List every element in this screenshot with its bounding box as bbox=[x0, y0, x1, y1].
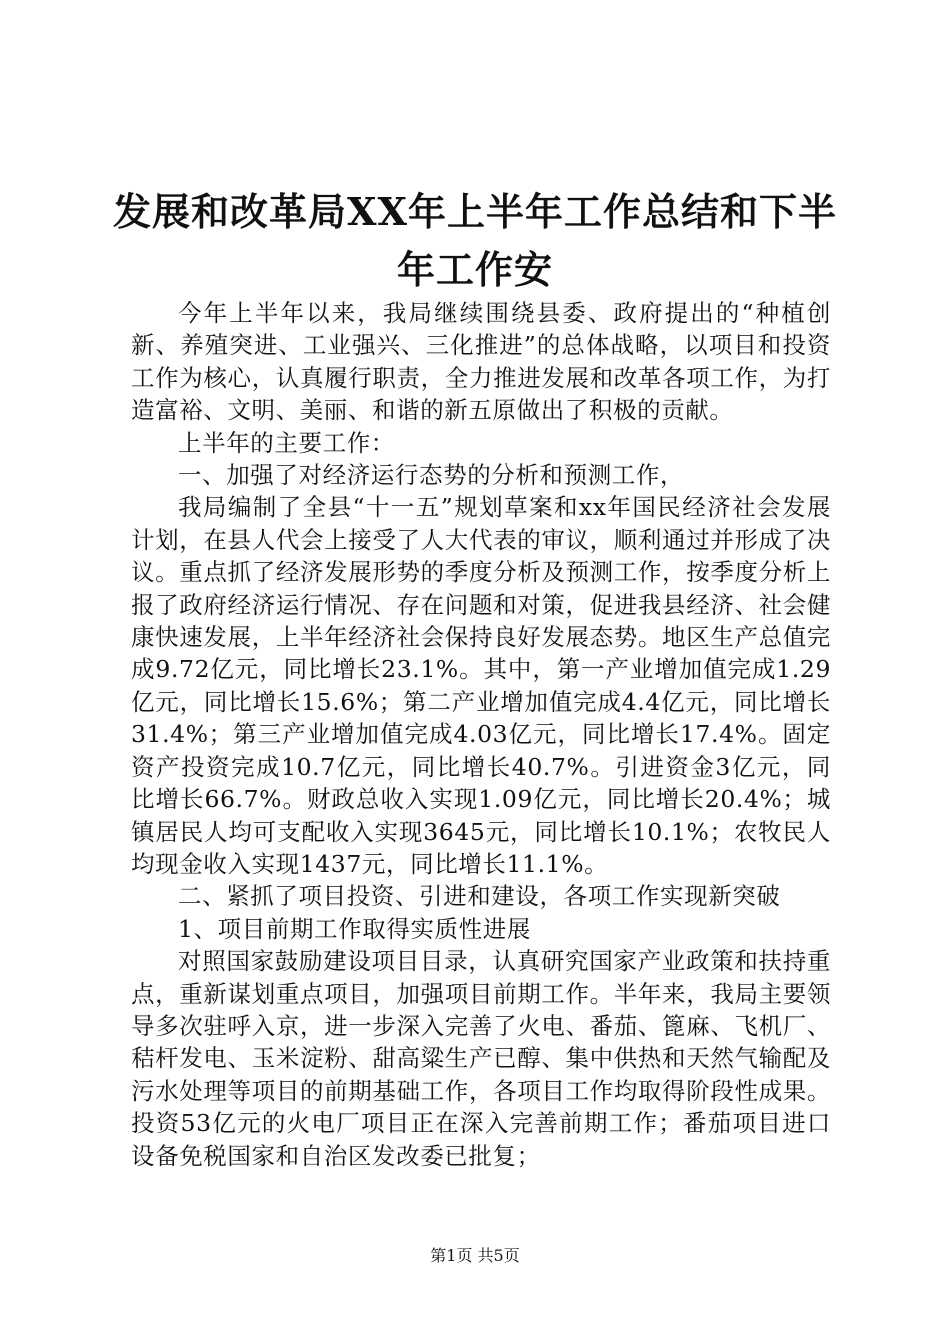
paragraph-intro: 今年上半年以来，我局继续围绕县委、政府提出的“种植创新、养殖突进、工业强兴、三化推进”的总体战略，以项目和投资工作为核心，认真履行职责，全力推进发展和改革各项工作，为打造富裕、文明、美丽、和谐的新五原做出了积极的贡献。 bbox=[131, 299, 831, 425]
page-footer: 第1页 共5页 bbox=[430, 1246, 520, 1265]
subsection-heading-1: 1、项目前期工作取得实质性进展 bbox=[178, 914, 531, 943]
document-body bbox=[131, 297, 831, 1172]
paragraph-project-progress: 对照国家鼓励建设项目目录，认真研究国家产业政策和扶持重点，重新谋划重点项目，加强项目前期工作。半年来，我局主要领导多次驻呼入京，进一步深入完善了火电、番茄、篦麻、飞机厂、秸杆发电、玉米淀粉、甜高粱生产已醇、集中供热和天然气输配及污水处理等项目的前期基础工作，各项目工作均取得阶段性成果。投资53亿元的火电厂项目正在深入完善前期工作；番茄项目进口设备免税国家和自治区发改委已批复； bbox=[131, 947, 831, 1170]
document-title: 发展和改革局XX年上半年工作总结和下半年工作安 bbox=[113, 189, 837, 292]
paragraph-economic-analysis: 我局编制了全县“十一五”规划草案和xx年国民经济社会发展计划，在县人代会上接受了人大代表的审议，顺利通过并形成了决议。重点抓了经济发展形势的季度分析及预测工作，按季度分析上报了政府经济运行情况、存在问题和对策，促进我县经济、社会健康快速发展，上半年经济社会保持良好发展态势。地区生产总值完成9.72亿元，同比增长23.1%。其中，第一产业增加值完成1.29亿元，同比增长15.6%；第二产业增加值完成4.4亿元，同比增长31.4%；第三产业增加值完成4.03亿元，同比增长17.4%。固定资产投资完成10.7亿元，同比增长40.7%。引进资金3亿元，同比增长66.7%。财政总收入实现1.09亿元，同比增长20.4%；城镇居民人均可支配收入实现3645元，同比增长10.1%；农牧民人均现金收入实现1437元，同比增长11.1%。 bbox=[131, 493, 831, 878]
paragraph-main-work-heading: 上半年的主要工作： bbox=[178, 428, 395, 457]
section-heading-1: 一、加强了对经济运行态势的分析和预测工作， bbox=[178, 461, 685, 490]
section-heading-2: 二、紧抓了项目投资、引进和建设，各项工作实现新突破 bbox=[178, 882, 781, 911]
